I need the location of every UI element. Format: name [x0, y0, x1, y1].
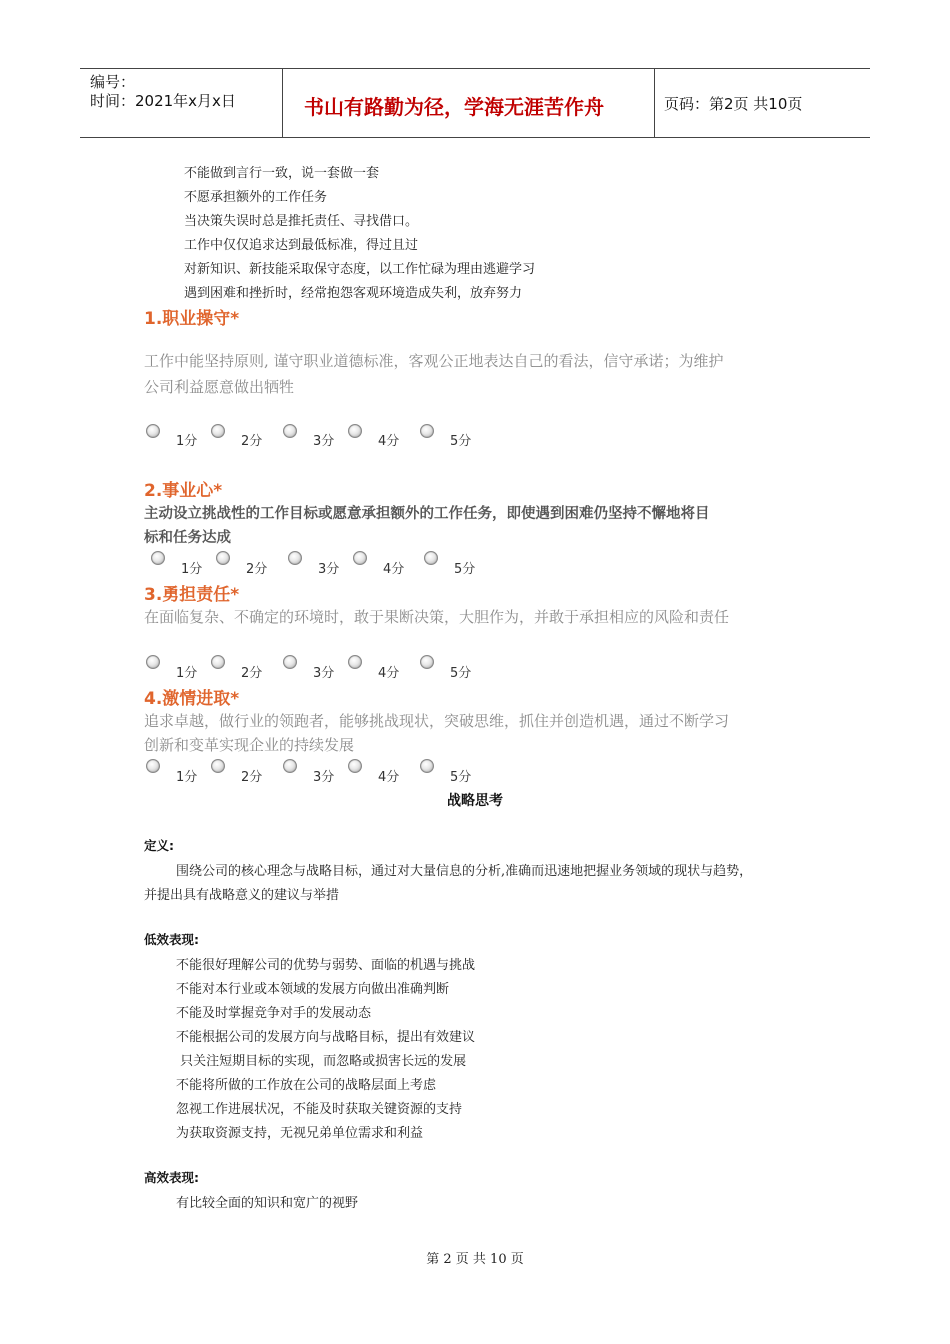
intro-line: 对新知识、新技能采取保守态度，以工作忙碌为理由逃避学习: [184, 262, 536, 277]
rating-radio-3-5[interactable]: [420, 655, 434, 669]
section-desc-1: 公司利益愿意做出牺牲: [144, 378, 295, 396]
rating-label: 5分: [450, 434, 472, 449]
rating-radio-4-2[interactable]: [211, 759, 225, 773]
low-performance-line: 不能将所做的工作放在公司的战略层面上考虑: [176, 1078, 437, 1093]
rating-label: 2分: [241, 770, 263, 785]
rating-radio-3-1[interactable]: [146, 655, 160, 669]
strategy-title: 战略思考: [447, 793, 503, 809]
intro-line: 不能做到言行一致，说一套做一套: [184, 166, 380, 181]
definition-label: 定义:: [144, 838, 174, 853]
rating-label: 4分: [383, 562, 405, 577]
rating-label: 3分: [313, 434, 335, 449]
section-title-4: 4.激情进取*: [144, 689, 240, 709]
rating-label: 3分: [318, 562, 340, 577]
rating-radio-4-1[interactable]: [146, 759, 160, 773]
section-desc-2: 主动设立挑战性的工作目标或愿意承担额外的工作任务，即使遇到困难仍坚持不懈地将目: [144, 506, 710, 522]
motto: 书山有路勤为径，学海无涯苦作舟: [304, 95, 604, 119]
rating-radio-4-3[interactable]: [283, 759, 297, 773]
low-performance-label: 低效表现:: [144, 932, 199, 947]
rating-label: 3分: [313, 770, 335, 785]
section-desc-2: 标和任务达成: [144, 530, 231, 546]
rating-label: 1分: [176, 666, 198, 681]
rating-radio-3-4[interactable]: [348, 655, 362, 669]
rating-radio-1-1[interactable]: [146, 424, 160, 438]
header-middle-cell: [282, 69, 655, 137]
number-label: 编号：: [90, 73, 136, 91]
low-performance-line: 不能根据公司的发展方向与战略目标，提出有效建议: [176, 1030, 476, 1045]
high-performance-label: 高效表现:: [144, 1170, 199, 1185]
rating-radio-3-3[interactable]: [283, 655, 297, 669]
rating-label: 1分: [176, 434, 198, 449]
high-performance-line: 有比较全面的知识和宽广的视野: [176, 1196, 359, 1211]
low-performance-line: 只关注短期目标的实现，而忽略或损害长远的发展: [176, 1054, 467, 1069]
page-header: [80, 68, 870, 138]
low-performance-line: 不能对本行业或本领域的发展方向做出准确判断: [176, 982, 450, 997]
definition-line: 围绕公司的核心理念与战略目标，通过对大量信息的分析,准确而迅速地把握业务领域的现状与趋势，: [176, 864, 753, 879]
rating-radio-4-5[interactable]: [420, 759, 434, 773]
rating-label: 4分: [378, 434, 400, 449]
section-desc-1: 工作中能坚持原则, 谨守职业道德标准，客观公正地表达自己的看法，信守承诺；为维护: [144, 352, 724, 370]
rating-label: 5分: [450, 770, 472, 785]
low-performance-line: 为获取资源支持，无视兄弟单位需求和利益: [176, 1126, 424, 1141]
rating-label: 5分: [450, 666, 472, 681]
rating-radio-2-5[interactable]: [424, 551, 438, 565]
rating-radio-1-5[interactable]: [420, 424, 434, 438]
rating-label: 3分: [313, 666, 335, 681]
low-performance-line: 不能很好理解公司的优势与弱势、面临的机遇与挑战: [176, 958, 476, 973]
section-title-3: 3.勇担责任*: [144, 585, 240, 605]
section-title-1: 1.职业操守*: [144, 309, 240, 329]
rating-label: 2分: [241, 434, 263, 449]
rating-radio-1-2[interactable]: [211, 424, 225, 438]
low-performance-line: 不能及时掌握竞争对手的发展动态: [176, 1006, 372, 1021]
section-desc-4: 追求卓越，做行业的领跑者，能够挑战现状，突破思维，抓住并创造机遇，通过不断学习: [144, 712, 730, 730]
header-left-cell: [80, 69, 283, 137]
intro-line: 遇到困难和挫折时，经常抱怨客观环境造成失利，放弃努力: [184, 286, 523, 301]
rating-radio-2-1[interactable]: [151, 551, 165, 565]
section-desc-4: 创新和变革实现企业的持续发展: [144, 736, 355, 754]
rating-radio-2-4[interactable]: [353, 551, 367, 565]
rating-label: 1分: [181, 562, 203, 577]
rating-radio-1-3[interactable]: [283, 424, 297, 438]
section-title-2: 2.事业心*: [144, 481, 223, 501]
low-performance-line: 忽视工作进展状况，不能及时获取关键资源的支持: [176, 1102, 463, 1117]
rating-label: 5分: [454, 562, 476, 577]
header-right-cell: [654, 69, 870, 137]
rating-radio-4-4[interactable]: [348, 759, 362, 773]
section-desc-3: 在面临复杂、不确定的环境时，敢于果断决策，大胆作为，并敢于承担相应的风险和责任: [144, 608, 730, 626]
rating-radio-3-2[interactable]: [211, 655, 225, 669]
intro-line: 不愿承担额外的工作任务: [184, 190, 328, 205]
rating-label: 1分: [176, 770, 198, 785]
definition-line: 并提出具有战略意义的建议与举措: [144, 888, 340, 903]
rating-radio-2-2[interactable]: [216, 551, 230, 565]
rating-label: 2分: [246, 562, 268, 577]
page-footer: 第 2 页 共 10 页: [426, 1252, 524, 1267]
intro-line: 当决策失误时总是推托责任、寻找借口。: [184, 214, 419, 229]
rating-radio-2-3[interactable]: [288, 551, 302, 565]
page-info: 页码：第2页 共10页: [664, 95, 803, 113]
intro-line: 工作中仅仅追求达到最低标准，得过且过: [184, 238, 419, 253]
time-label: 时间：2021年x月x日: [90, 92, 236, 110]
rating-label: 2分: [241, 666, 263, 681]
rating-radio-1-4[interactable]: [348, 424, 362, 438]
rating-label: 4分: [378, 666, 400, 681]
rating-label: 4分: [378, 770, 400, 785]
